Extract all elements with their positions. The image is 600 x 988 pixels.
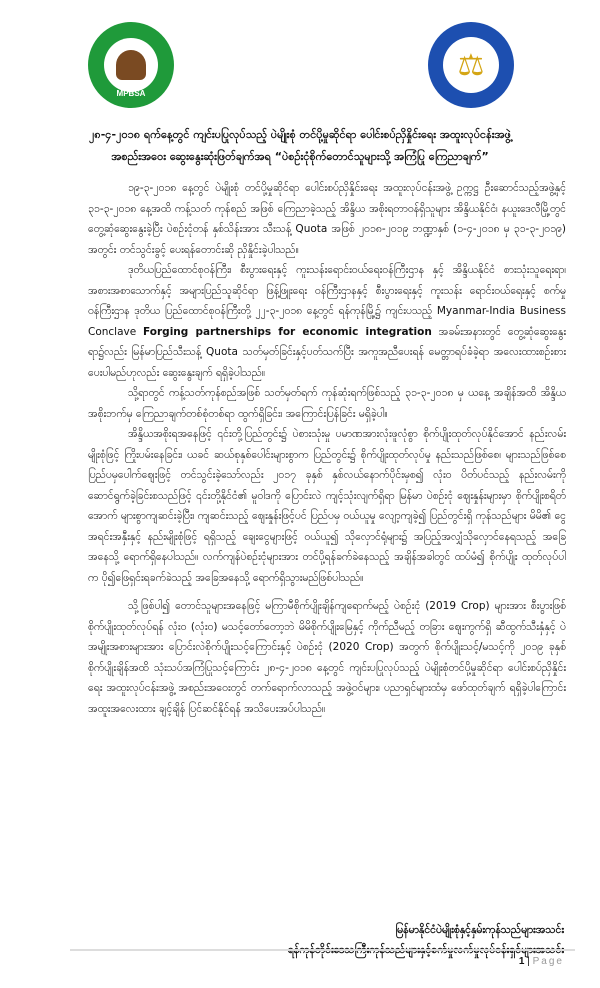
chamber-logo [428, 22, 514, 108]
page-footer [519, 956, 564, 967]
mpbsa-logo [88, 22, 174, 108]
signature-line-1: မြန်မာနိုင်ငံပဲမျိုးစုံနှင့်နှမ်းကုန်သည်များအသင်း [395, 924, 564, 936]
mound-icon [116, 50, 146, 80]
conclave-theme: Forging partnerships for economic integration [143, 325, 432, 338]
logo-abbreviation: MPBSA [116, 89, 146, 98]
paragraph-2 [88, 260, 566, 383]
page-number: 1 [518, 956, 525, 967]
paragraph-1: ၁၉-၃-၂၀၁၈ နေ့တွင် ပဲမျိုးစုံ တင်ပို့မှုဆိုင်ရာ ပေါင်းစပ်ညှိနှိုင်းရေး အထူးလုပ်ငန်းအဖွဲ့ ဥက္ကဋ္ဌ ဦးဆောင်သည့်အဖွဲ့နှင့် ၃၁-၃-၂၀၁၈ နေ့အထိ ကန့်သတ် ကုန်စည် အဖြစ် ကြေညာခဲ့သည့် အိန္ဒိယ အစိုးရတာဝန်ရှိသူများ အိန္ဒိယနိုင်ငံ၊ နယူးဒေလီမြို့တွင် တွေ့ဆုံဆွေးနွေးခဲ့ပြီး ပဲစဉ်းငုံတန် နှစ်သိန်းအား သီးသန့် Quota အဖြစ် ၂၀၁၈-၂၀၁၉ ဘဏ္ဍာနှစ် (၁-၄-၂၀၁၈ မှ ၃၁-၃-၂၀၁၉) အတွင်း တင်သွင်းခွင့် ပေးရန်တောင်းဆို ညှိနှိုင်းခဲ့ပါသည်။ [88, 182, 566, 256]
paragraph-2-text-a: ဒုတိယပြည်ထောင်စုဝန်ကြီး၊ စီးပွားရေးနှင့် ကူးသန်းရောင်းဝယ်ရေးဝန်ကြီးဌာန နှင့် အိန္ဒိယနိုင်ငံ စားသုံးသူရေးရာ၊ အစားအစာသောက်နှင့် အများပြည်သူဆိုင်ရာ ဖြန့်ဖြူးရေး ဝန်ကြီးဌာနနှင့် စီးပွားရေးနှင့် ကူးသန်း ရောင်းဝယ်ရေးနှင့် စက်မှုဝန်ကြီးဌာန ဒုတိယ ပြည်ထောင်စုဝန်ကြီးတို့ ၂၂-၃-၂၀၁၈ နေ့တွင် ရန်ကုန်မြို့၌ ကျင်းပသည့် Myanmar-India Business Conclave [88, 264, 566, 338]
footer-divider [70, 949, 575, 951]
document-title [60, 124, 540, 168]
paragraph-4: အိန္ဒိယအစိုးရအနေဖြင့် ၎င်းတို့ပြည်တွင်း၌ ပဲစားသုံးမှု ပမာဏအားလုံးဖူလုံစွာ စိုက်ပျိုးထုတ်လုပ်နိုင်အောင် နည်းလမ်းမျိုးစုံဖြင့် ကြိုးပမ်းနေခြင်း၊ ယခင် ဆယ်စုနှစ်ပေါင်းများစွာက ပြည်တွင်း၌ စိုက်ပျိုးထုတ်လုပ်မှု နည်းသည်ဖြစ်စေ၊ များသည်ဖြစ်စေ ပြည်ပမှပေါက်ဈေးဖြင့် တင်သွင်းခဲ့သော်လည်း ၂၀၁၇ ခုနှစ် နှစ်လယ်နောက်ပိုင်းမှစ၍ လုံးဝ ပိတ်ပင်သည့် နည်းလမ်းကို ဆောင်ရွက်ခဲ့ခြင်းစသည်ဖြင့် ၎င်းတို့နိုင်ငံ၏ မူဝါဒကို ပြောင်းလဲ ကျင့်သုံးလျက်ရှိရာ မြန်မာ ပဲစဉ်းငုံ ဈေးနှုန်းများမှာ စိုက်ပျိုးစရိတ်အောက် များစွာကျဆင်းခဲ့ပြီး၊ ကျဆင်းသည့် ဈေးနှုန်းဖြင့်ပင် ပြည်ပမှ ဝယ်ယူမှု လျော့ကျခဲ့၍ ပြည်တွင်းရှိ ကုန်သည်များ မိမိ၏ ငွေအရင်းအနှီးနှင့် နည်းမျိုးစုံဖြင့် ရရှိသည့် ချေးငွေများဖြင့် ဝယ်ယူ၍ သိုလှောင်ရုံများ၌ အပြည့်အလျှံသိုလှောင်နေရသည့် အခြေ အနေသို့ ရောက်ရှိနေပါသည်။ လက်ကျန်ပဲစဉ်းငုံများအား တင်ပို့ရန်ခက်ခဲနေသည့် အချိန်အခါတွင် ထပ်မံ၍ စိုက်ပျိုး ထုတ်လုပ်ပါက ပို၍ဖြေရှင်းရခက်ခဲသည့် အခြေအနေသို့ ရောက်ရှိသွားမည်ဖြစ်ပါသည်။ [88, 428, 566, 584]
scales-icon: ⚖ [443, 37, 499, 93]
paragraph-3: သို့ရာတွင် ကန့်သတ်ကုန်စည်အဖြစ် သတ်မှတ်ရက် ကုန်ဆုံးရက်ဖြစ်သည့် ၃၁-၃-၂၀၁၈ မှ ယနေ့ အချိန်အထိ အိန္ဒိယအစိုးဘက်မှ ကြေညာချက်တစ်စုံတစ်ရာ ထွက်ရှိခြင်း၊ အကြောင်းပြန်ခြင်း မရှိခဲ့ပါ။ [88, 387, 566, 420]
paragraph-5: သို့ဖြစ်ပါ၍ တောင်သူများအနေဖြင့် မကြာမီစိုက်ပျိုးချိန်ကျရောက်မည့် ပဲစဉ်းငုံ (2019 Crop) များအား စီးပွားဖြစ် စိုက်ပျိုးထုတ်လုပ်ရန် လုံးဝ (လုံးဝ) မသင့်တော်တော့ဘဲ မိမိစိုက်ပျိုးမြေနှင့် ကိုက်ညီမည့် တခြား ဈေးကွက်ရှိ ဆီထွက်သီးနှံနှင့် ပဲအမျိုးအစားများအား ပြောင်းလဲစိုက်ပျိုးသင့်ကြောင်းနှင့် ပဲစဉ်းငုံ (2020 Crop) အတွက် စိုက်ပျိုးသင့်/မသင့်ကို ၂၀၁၉ ခုနှစ် စိုက်ပျိုးချိန်အထိ သုံးသပ်အကြံပြုသင့်ကြောင်း ၂၈-၄-၂၀၁၈ နေ့တွင် ကျင်းပပြုလုပ်သည့် ပဲမျိုးစုံတင်ပို့မှုဆိုင်ရာ ပေါင်းစပ်ညှိနှိုင်းရေး အထူးလုပ်ငန်းအဖွဲ့ အစည်းအဝေးတွင် တက်ရောက်လာသည့် အဖွဲ့ဝင်များ၊ ပညာရှင်များထံမှ ဖော်ထုတ်ချက် ရရှိခဲ့ပါကြောင်း အထူးအလေးထား ချင့်ချိန် ပြင်ဆင်နိုင်ရန် အသိပေးအပ်ပါသည်။ [88, 600, 566, 715]
signature-block [288, 920, 564, 960]
title-line-2: အစည်းအဝေး ဆွေးနွေးဆုံးဖြတ်ချက်အရ “ပဲစဉ်းငုံစိုက်တောင်သူများသို့ အကြံပြု ကြေညာချက်” [111, 150, 489, 163]
paragraph-2-text-b: အခမ်းအနားတွင် တွေ့ဆုံဆွေးနွေးရာ၌လည်း မြန်မာပြည်သီးသန့် Quota သတ်မှတ်ခြင်းနှင့်ပတ်သက်ပြီး အကူအညီပေးရန် မေတ္တာရပ်ခံခဲ့ရာ အလေးထားစဉ်းစားပေးပါမည်ဟုလည်း ဆွေးနွေးချက် ရရှိခဲ့ပါသည်။ [88, 325, 567, 379]
page-separator: | [527, 956, 530, 967]
page-label: Page [532, 956, 564, 967]
document-body [88, 178, 566, 719]
title-line-1: ၂၈-၄-၂၀၁၈ ရက်နေ့တွင် ကျင်းပပြုလုပ်သည့် ပဲမျိုးစုံ တင်ပို့မှုဆိုင်ရာ ပေါင်းစပ်ညှိနှိုင်းရေး အထူးလုပ်ငန်းအဖွဲ့ [89, 128, 511, 141]
